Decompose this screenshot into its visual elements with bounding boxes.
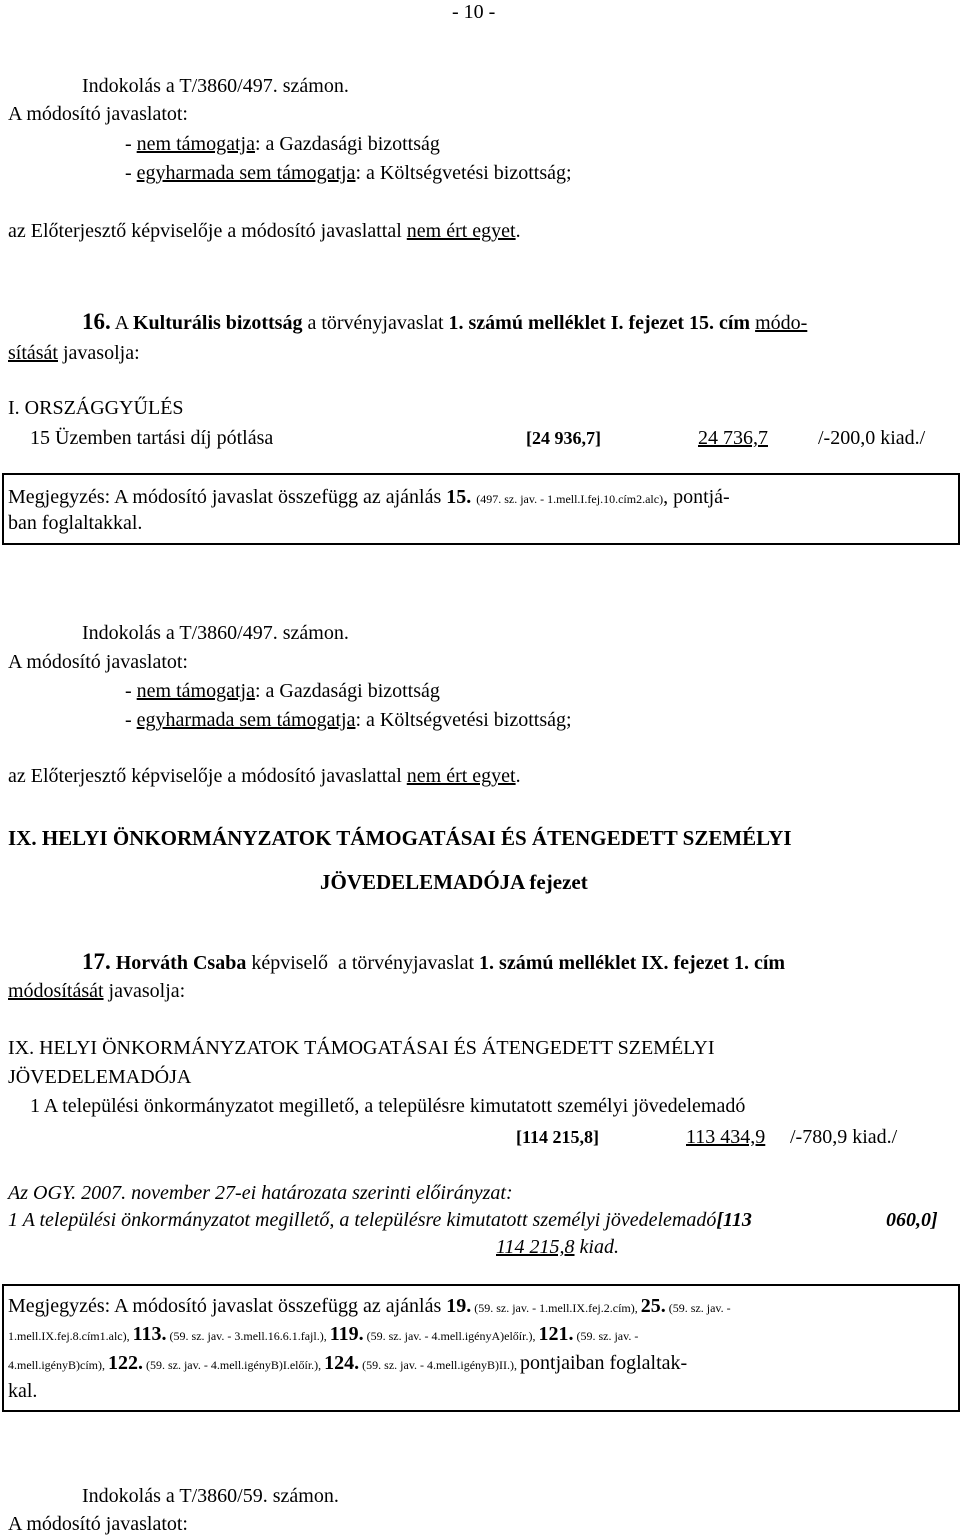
note-text-cont: kal. (8, 1380, 38, 1402)
proposal-label: A módosító javaslatot: (8, 103, 188, 125)
amendment-heading: 17. Horváth Csaba képviselő a törvényjavaslat 1. számú melléklet IX. fejezet 1. cím (82, 949, 786, 974)
budget-line-label: 1 A települési önkormányzatot megillető, a településre kimutatott személyi jövedelemadó (30, 1095, 746, 1117)
page-number: - 10 - (452, 1, 496, 23)
presenter-opinion: az Előterjesztő képviselője a módosító javaslattal nem ért egyet. (8, 765, 521, 787)
justification-title: Indokolás a T/3860/497. számon. (82, 75, 349, 97)
amendment-heading-cont: módosítását javasolja: (8, 980, 186, 1002)
proposal-label: A módosító javaslatot: (8, 1513, 188, 1535)
difference-amount: /-780,9 kiad./ (790, 1126, 898, 1148)
justification-title: Indokolás a T/3860/497. számon. (82, 622, 349, 644)
justification-title: Indokolás a T/3860/59. számon. (82, 1485, 339, 1507)
opinion-line: - egyharmada sem támogatja: a Költségvetési bizottság; (125, 162, 572, 184)
amendment-heading: 16. A Kulturális bizottság a törvényjavaslat 1. számú melléklet I. fejezet 15. cím módo- (82, 309, 808, 334)
original-amount: [24 936,7] (526, 428, 601, 448)
chapter-name: I. ORSZÁGGYŰLÉS (8, 397, 184, 419)
amendment-heading-cont: sítását javasolja: (8, 342, 140, 364)
ogy-line: 1 A települési önkormányzatot megillető, a településre kimutatott személyi jövedelemadó[113 (8, 1209, 752, 1231)
original-amount: [114 215,8] (516, 1127, 599, 1147)
ogy-amount: 114 215,8 kiad. (496, 1236, 619, 1258)
proposal-label: A módosító javaslatot: (8, 651, 188, 673)
section-heading-cont: JÖVEDELEMADÓJA fejezet (320, 870, 588, 894)
note-text-cont: ban foglaltakkal. (8, 512, 143, 534)
chapter-name-cont: JÖVEDELEMADÓJA (8, 1066, 192, 1088)
presenter-opinion: az Előterjesztő képviselője a módosító javaslattal nem ért egyet. (8, 220, 521, 242)
chapter-name: IX. HELYI ÖNKORMÁNYZATOK TÁMOGATÁSAI ÉS ÁTENGEDETT SZEMÉLYI (8, 1037, 715, 1059)
ogy-bracket-value: 060,0] (886, 1209, 938, 1231)
note-text-cont: 4.mell.igényB)cím), 122. (59. sz. jav. - 4.mell.igényB)I.előír.), 124. (59. sz. jav. - 4.mell.igényB)II.), pontjaiban foglaltak- (8, 1352, 688, 1374)
new-amount: 24 736,7 (698, 427, 768, 449)
section-heading: IX. HELYI ÖNKORMÁNYZATOK TÁMOGATÁSAI ÉS ÁTENGEDETT SZEMÉLYI (8, 826, 792, 850)
note-text-cont: 1.mell.IX.fej.8.cím1.alc), 113. (59. sz. jav. - 3.mell.16.6.1.fajl.), 119. (59. sz. jav. - 4.mell.igényA)előír.), 121. (59. sz. jav. - (8, 1323, 639, 1345)
difference-amount: /-200,0 kiad./ (818, 427, 926, 449)
opinion-line: - egyharmada sem támogatja: a Költségvetési bizottság; (125, 709, 572, 731)
note-text: Megjegyzés: A módosító javaslat összefügg az ajánlás 19. (59. sz. jav. - 1.mell.IX.fej.2.cím), 25. (59. sz. jav. - (8, 1295, 731, 1317)
opinion-line: - nem támogatja: a Gazdasági bizottság (125, 680, 440, 702)
opinion-line: - nem támogatja: a Gazdasági bizottság (125, 133, 440, 155)
budget-line-label: 15 Üzemben tartási díj pótlása (30, 427, 274, 449)
ogy-resolution: Az OGY. 2007. november 27-ei határozata szerinti előirányzat: (8, 1182, 513, 1204)
note-text: Megjegyzés: A módosító javaslat összefügg az ajánlás 15. (497. sz. jav. - 1.mell.I.fej.10.cím2.alc), pontjá- (8, 486, 730, 508)
new-amount: 113 434,9 (686, 1126, 766, 1148)
